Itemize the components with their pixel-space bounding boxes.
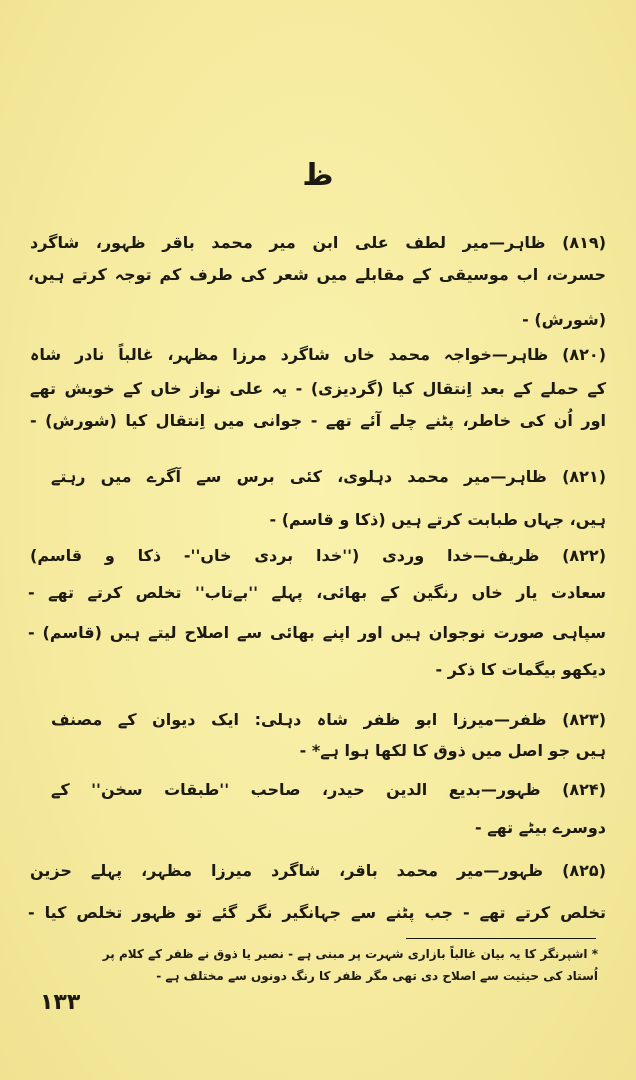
text-line: تخلص کرتے تھے - جب پٹنے سے جہانگیر نگر گئے تو ظہور تخلص کیا - (28, 903, 606, 922)
text-line: ہیں، جہاں طبابت کرتے ہیں (ذکا و قاسم) - (269, 510, 606, 529)
text-line: ہیں جو اصل میں ذوق کا لکھا ہوا ہے* - (299, 741, 606, 760)
text-line: (۸۲۴) ظہور—بدیع الدین حیدر، صاحب ''طبقات سخن'' کے (51, 780, 606, 799)
text-line: (شورش) - (522, 310, 606, 329)
section-heading: ظ (302, 158, 334, 193)
text-line: کے حملے کے بعد اِنتقال کیا (گردیزی) - یہ علی نواز خاں کے خویش تھے (30, 379, 606, 398)
text-line: (۸۲۰) ظاہر—خواجہ محمد خاں شاگرد مرزا مظہر، غالباً نادر شاہ (30, 345, 606, 364)
text-line: (۸۲۵) ظہور—میر محمد باقر، شاگرد میرزا مظہر، پہلے حزین (30, 861, 606, 880)
footnote-line: * اشپرنگر کا یہ بیان غالباً بازاری شہرت پر مبنی ہے - نصیر یا ذوق نے ظفر کے کلام پر (102, 947, 598, 961)
text-line: اور اُن کی خاطر، پٹنے چلے آئے تھے - جوانی میں اِنتقال کیا (شورش) - (30, 411, 606, 430)
footnote-divider (406, 938, 596, 939)
footnote-line: اُستاد کی حیثیت سے اصلاح دی تھی مگر ظفر کا رنگ دونوں سے مختلف ہے - (156, 969, 598, 983)
text-line: (۸۲۲) ظریف—خدا وردی (''خدا بردی خاں''- ذکا و قاسم) (30, 546, 606, 565)
text-line: (۸۲۱) ظاہر—میر محمد دہلوی، کئی برس سے آگرے میں رہتے (51, 467, 606, 486)
text-line: سپاہی صورت نوجوان ہیں اور اپنے بھائی سے اصلاح لیتے ہیں (قاسم) - (28, 623, 606, 642)
text-line: (۸۱۹) ظاہر—میر لطف علی ابن میر محمد باقر ظہور، شاگرد (30, 233, 606, 252)
text-line: حسرت، اب موسیقی کے مقابلے میں شعر کی طرف کم توجہ کرتے ہیں، (28, 265, 606, 284)
text-line: دوسرے بیٹے تھے - (475, 818, 606, 837)
text-line: سعادت یار خاں رنگین کے بھائی، پہلے ''بےتاب'' تخلص کرتے تھے - (28, 583, 606, 602)
text-line: دیکھو بیگمات کا ذکر - (435, 660, 606, 679)
text-line: (۸۲۳) ظفر—میرزا ابو ظفر شاہ دہلی: ایک دیوان کے مصنف (51, 710, 606, 729)
page-number: ۱۳۳ (40, 990, 81, 1015)
